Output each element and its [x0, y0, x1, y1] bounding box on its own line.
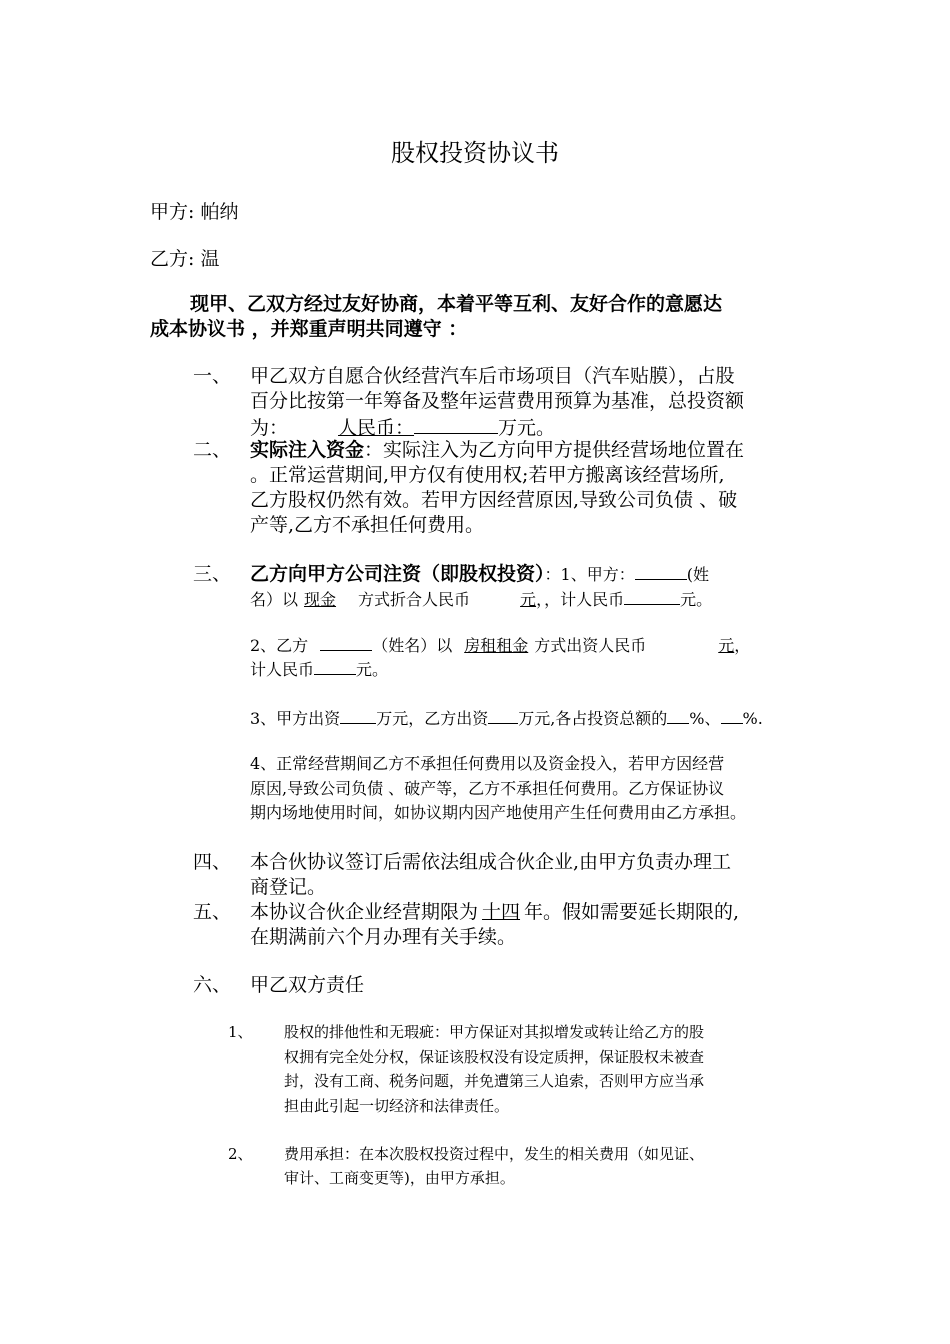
section-6-title: 甲乙双方责任 — [250, 974, 365, 996]
document-title: 股权投资协议书 — [391, 139, 559, 167]
responsibility-2-line-2: 审计、工商变更等)，由甲方承担。 — [284, 1169, 515, 1187]
intro-line-2: 成本协议书 ，并郑重声明共同遵守 ： — [150, 318, 468, 340]
section-3-line-2: 名）以 现金 方式折合人民币 元，，计人民币 元。 — [250, 587, 712, 612]
responsibility-1-line-1: 股权的排他性和无瑕疵：甲方保证对其拟增发或转让给乙方的股 — [284, 1023, 705, 1041]
responsibility-1-line-2: 权拥有完全处分权，保证该股权没有设定质押，保证股权未被查 — [284, 1048, 705, 1066]
responsibility-1-line-3: 封，没有工商、税务问题，并免遭第三人追索，否则甲方应当承 — [284, 1072, 705, 1090]
section-3-para-4-line-3: 期内场地使用时间，如协议期内因产地使用产生任何费用由乙方承担。 — [250, 803, 747, 822]
section-3-para-4-line-2: 原因,导致公司负债 、破产等，乙方不承担任何费用。乙方保证协议 — [250, 779, 725, 798]
section-5-line-2: 在期满前六个月办理有关手续。 — [250, 926, 517, 948]
section-2-line-3: 乙方股权仍然有效。若甲方因经营原因,导致公司负债 、破 — [250, 489, 738, 511]
section-3-line-1: 乙方向甲方公司注资（即股权投资）：1、甲方： (姓 — [250, 563, 709, 585]
rmb-label: 人民币： — [338, 416, 415, 439]
section-4-line-2: 商登记。 — [250, 876, 327, 898]
section-3-para-2-line-1: 2、乙方 （姓名）以 房租租金 方式出资人民币 元， — [250, 633, 750, 658]
section-6-number: 六、 — [193, 974, 232, 996]
section-1-line-1: 甲乙双方自愿合伙经营汽车后市场项目（汽车贴膜），占股 — [250, 365, 735, 387]
section-1-number: 一、 — [193, 365, 232, 387]
term-years: 十四 — [482, 901, 521, 923]
party-a: 甲方: 帕纳 — [150, 201, 239, 223]
section-1-line-3: 为： 人民币： 万元。 — [250, 413, 555, 441]
responsibility-2-line-1: 费用承担：在本次股权投资过程中，发生的相关费用（如见证、 — [284, 1145, 705, 1163]
section-3-para-4-line-1: 4、正常经营期间乙方不承担任何费用以及资金投入，若甲方因经营 — [250, 754, 725, 773]
section-2-line-1: 实际注入资金：实际注入为乙方向甲方提供经营场地位置在 — [250, 439, 745, 461]
party-b: 乙方: 温 — [150, 248, 220, 270]
section-3-number: 三、 — [193, 563, 232, 585]
responsibility-1-number: 1、 — [228, 1023, 253, 1041]
section-3-para-3: 3、甲方出资 万元，乙方出资 万元,各占投资总额的 %、 %. — [250, 706, 763, 731]
section-2-line-4: 产等,乙方不承担任何费用。 — [250, 514, 485, 536]
section-5-line-1: 本协议合伙企业经营期限为 十四 年。假如需要延长期限的, — [250, 901, 740, 923]
total-blank — [414, 413, 498, 434]
section-4-number: 四、 — [193, 851, 232, 873]
responsibility-1-line-4: 担由此引起一切经济和法律责任。 — [284, 1097, 510, 1115]
intro-line-1: 现甲、乙双方经过友好协商，本着平等互利、友好合作的意愿达 — [190, 293, 723, 315]
responsibility-2-number: 2、 — [228, 1145, 253, 1163]
section-3-para-2-line-2: 计人民币 元。 — [250, 657, 388, 682]
section-1-line-2: 百分比按第一年筹备及整年运营费用预算为基准，总投资额 — [250, 390, 745, 412]
section-2-number: 二、 — [193, 439, 232, 461]
section-2-line-2: 。正常运营期间,甲方仅有使用权;若甲方搬离该经营场所, — [250, 464, 725, 486]
section-4-line-1: 本合伙协议签订后需依法组成合伙企业,由甲方负责办理工 — [250, 851, 732, 873]
section-5-number: 五、 — [193, 901, 232, 923]
